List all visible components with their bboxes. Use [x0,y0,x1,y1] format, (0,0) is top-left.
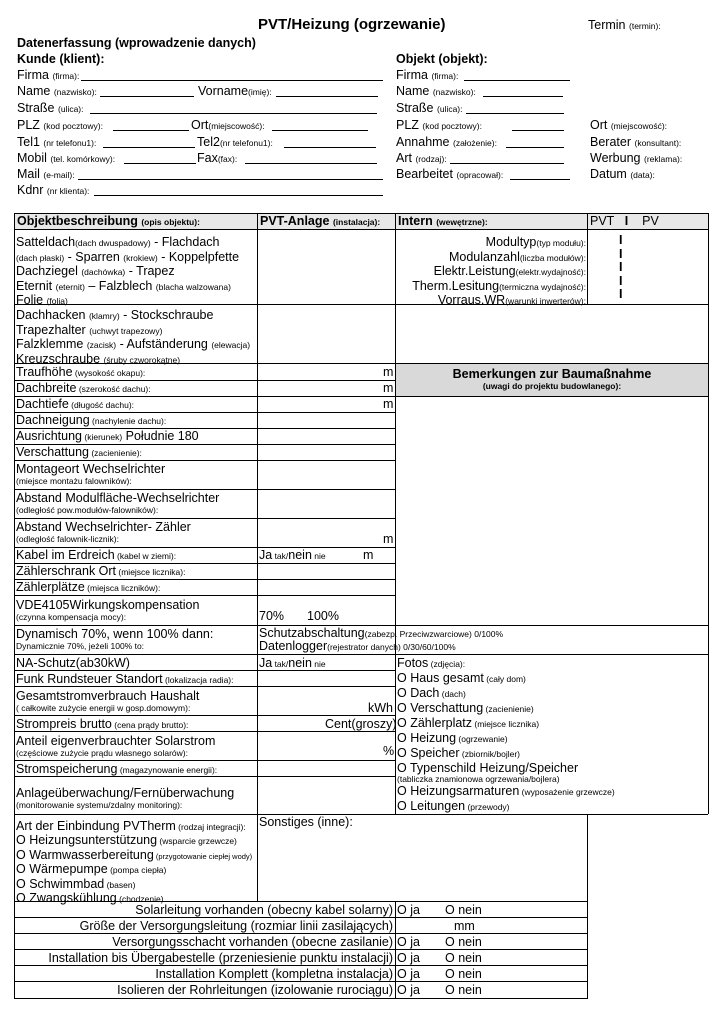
sonstiges-label: Sonstiges (inne): [259,815,353,829]
row-montageort-pl: (miejsce montażu falowników): [16,476,132,486]
kunde-tel2-field[interactable] [284,147,376,148]
unit-m: m [383,381,394,395]
intern-block: Modultyp(typ modułu): Modulanzahl(liczba modułów): Elektr.Leistung(elektr.wydajność): Therm.Lesitung(termiczna wydajność): Vorraus.WR(warunki inwerterów): [412,235,586,308]
bemerkungen-title: Bemerkungen zur Baumaßnahme [452,367,652,381]
row-zaehlerplaetze: Zählerplätze (miejsca liczników): [16,580,161,594]
foto-option[interactable]: O Dach (dach) [397,686,466,700]
row-anteil-pl: (częściowe zużycie prądu własnego solarów): [16,748,188,758]
bottom-row-label: Größe der Versorgungsleitung (rozmiar linii zasilających) [79,919,393,933]
na-ja-nein[interactable]: Ja tak/nein nie [259,656,326,670]
kunde-vorname-label: Vorname(imię): [198,84,272,98]
vde-100[interactable]: 100% [307,609,339,623]
kunde-kdnr-label: Kdnr (nr klienta): [17,183,90,197]
foto-option[interactable]: O Zählerplatz (miejsce licznika) [397,716,540,730]
kunde-firma-label: Firma (firma): [17,68,80,82]
bottom-row-label: Installation Komplett (kompletna instalacja) [155,967,393,981]
row-anlage: Anlageüberwachung/Fernüberwachung [16,786,235,800]
bemerkungen-subtitle: (uwagi do projektu budowlanego): [482,381,622,391]
objekt-bearbeitet-field[interactable] [510,179,570,180]
kunde-tel1-field[interactable] [103,147,195,148]
unit-pct: % [383,744,395,758]
objekt-bearbeitet-label: Bearbeitet (opracował): [396,167,504,181]
row-abstand2: Abstand Wechselrichter- Zähler [16,520,191,534]
option-ja[interactable]: O ja [397,967,420,981]
objekt-firma-field[interactable] [464,80,570,81]
kunde-tel1-label: Tel1 (nr telefonu1): [17,135,97,149]
row-vde: VDE4105Wirkungskompensation [16,598,200,612]
einbindung-block: Art der Einbindung PVTherm (rodzaj integracji): O Heizungsunterstützung (wsparcie grzewcze) O Warmwasserbereitung (przygotowanie ciepłej wody) O Wärmepumpe (pompa ciepła) O Schwimmbad (basen) O Zwangskühlung (chodzenie) [16,819,253,906]
row-verschattung: Verschattung (zacienienie): [16,445,142,459]
row-zaehlerschrank: Zählerschrank Ort (miejsce licznika): [16,564,186,578]
objekt-heading: Objekt (objekt): [396,52,488,66]
kunde-mobil-label: Mobil (tel. komórkowy): [17,151,116,165]
schutzabschaltung: Schutzabschaltung(zabezp. Przeciwzwarciowe) 0/100% [259,626,504,640]
objekt-name-field[interactable] [483,96,563,97]
col-pvt-header: PVT-Anlage (instalacja): [260,214,381,228]
row-funk: Funk Rundsteuer Standort (lokalizacja radia): [16,672,234,686]
row-kabel: Kabel im Erdreich (kabel w ziemi): [16,548,177,562]
row-strompreis: Strompreis brutto (cena prądy brutto): [16,717,189,731]
kunde-fax-field[interactable] [245,163,377,164]
vde-70[interactable]: 70% [259,609,285,623]
foto-option[interactable]: O Speicher (zbiornik/bojler) [397,746,520,760]
kunde-mobil-field[interactable] [124,163,196,164]
kunde-name-label: Name (nazwisko): [17,84,97,98]
kunde-plz-field[interactable] [113,130,189,131]
row-ausrichtung: Ausrichtung (kierunek) Południe 180 [16,429,199,443]
objekt-plz-label: PLZ (kod pocztowy): [396,118,482,132]
row-abstand2-pl: (odległość falownik-licznik): [16,534,119,544]
kunde-heading: Kunde (klient): [17,52,105,66]
roof-types: Satteldach(dach dwuspadowy) - Flachdach (dach płaski) - Sparren (krokiew) - Koppelpfette Dachziegel (dachówka) - Trapez Eternit (eternit) – Falzblech (blacha walzowana) Folie (folia) [16,235,240,308]
row-dynamisch-pl: Dynamicznie 70%, jeżeli 100% to: [16,641,145,651]
row-abstand1-pl: (odległość pow.modułów-falowników): [16,505,159,515]
option-nein[interactable]: O nein [445,983,482,997]
objekt-annahme-label: Annahme (założenie): [396,135,497,149]
row-anteil: Anteil eigenverbrauchter Solarstrom [16,734,216,748]
row-montageort: Montageort Wechselrichter [16,462,166,476]
einbindung-option[interactable]: O Schwimmbad (basen) [16,876,136,891]
kunde-ort-field[interactable] [272,130,368,131]
mounting-types: Dachhacken (klamry) - Stockschraube Trapezhalter (uchwyt trapezowy) Falzklemme (zacisk) - Aufständerung (elewacja) Kreuzschraube (śruby czworokątne) [16,308,251,366]
row-traufhoehe: Traufhöhe (wysokość okapu): [16,365,146,379]
option-ja[interactable]: O ja [397,935,420,949]
kunde-strasse-label: Straße (ulica): [17,101,84,115]
objekt-strasse-label: Straße (ulica): [396,101,463,115]
kabel-ja-nein[interactable]: Ja tak/nein nie [259,548,326,562]
objekt-berater-label: Berater (konsultant): [590,135,682,149]
kunde-mail-field[interactable] [78,179,383,180]
datenlogger: Datenlogger(rejestrator danych) 0/30/60/100% [259,639,456,653]
unit-m: m [383,532,394,546]
foto-option[interactable]: O Typenschild Heizung/Speicher [397,761,579,775]
row-dynamisch: Dynamisch 70%, wenn 100% dann: [16,627,214,641]
col-objekt-header: Objektbeschreibung (opis objektu): [17,214,200,228]
foto-option[interactable]: O Leitungen (przewody) [397,799,510,813]
option-ja[interactable]: O ja [397,903,420,917]
foto-option[interactable]: O Haus gesamt (cały dom) [397,671,526,685]
row-gesamt: Gesamtstromverbrauch Haushalt [16,689,200,703]
objekt-art-field[interactable] [450,163,564,164]
kunde-ort-label: Ort(miejscowość): [191,118,265,132]
einbindung-option[interactable]: O Heizungsunterstützung (wsparcie grzewcze) [16,833,237,848]
option-nein[interactable]: O nein [445,903,482,917]
kunde-firma-field[interactable] [81,80,383,81]
row-vde-pl: (czynna kompensacja mocy): [16,612,127,622]
kunde-vorname-field[interactable] [276,96,378,97]
foto-option[interactable]: O Heizung (ogrzewanie) [397,731,508,745]
kunde-fax-label: Fax(fax): [197,151,238,165]
kunde-tel2-label: Tel2(nr telefonu1): [197,135,273,149]
row-anlage-pl: (monitorowanie systemu/zdalny monitoring): [16,800,183,810]
objekt-ort-label: Ort (miejscowość): [590,118,668,132]
row-dachbreite: Dachbreite (szerokość dachu): [16,381,151,395]
option-nein[interactable]: O nein [445,967,482,981]
bottom-row-label: Solarleitung vorhanden (obecny kabel solarny) [135,903,393,917]
objekt-datum-label: Datum (data): [590,167,655,181]
col-pvt-pv-header: PVT I PV [590,214,659,228]
unit-m: m [363,548,374,562]
row-speicherung: Stromspeicherung (magazynowanie energii): [16,762,218,776]
unit-mm: mm [454,919,475,933]
objekt-name-label: Name (nazwisko): [396,84,476,98]
row-gesamt-pl: ( całkowite zużycie energii w gosp.domowym): [16,703,191,713]
row-dachneigung: Dachneigung (nachylenie dachu): [16,413,167,427]
einbindung-option[interactable]: O Zwangskühlung (chodzenie) [16,891,164,906]
unit-cent: Cent(groszy) [325,717,397,731]
termin-label: Termin (termin): [588,18,661,32]
foto-option[interactable]: O Verschattung (zacienienie) [397,701,534,715]
page-title: PVT/Heizung (ogrzewanie) [258,16,446,33]
objekt-werbung-label: Werbung (reklama): [590,151,683,165]
foto-option[interactable]: O Heizungsarmaturen (wyposażenie grzewcze) [397,784,615,798]
bottom-row-label: Versorgungsschacht vorhanden (obecne zasilanie) [112,935,393,949]
objekt-strasse-field[interactable] [466,113,564,114]
option-nein[interactable]: O nein [445,935,482,949]
col-intern-header: Intern (wewętrzne): [398,214,488,228]
section-title: Datenerfassung (wprowadzenie danych) [17,36,256,50]
option-ja[interactable]: O ja [397,983,420,997]
row-dachtiefe: Dachtiefe (długość dachu): [16,397,135,411]
unit-m: m [383,365,394,379]
row-na-schutz: NA-Schutz(ab30kW) [16,656,130,670]
kunde-plz-label: PLZ (kod pocztowy): [17,118,103,132]
bottom-row-label: Installation bis Übergabestelle (przeniesienie punktu instalacji) [48,951,393,965]
einbindung-option[interactable]: O Warmwasserbereitung (przygotowanie ciepłej wody) [16,847,253,862]
fotos-block: Fotos (zdjęcia): O Haus gesamt (cały dom) O Dach (dach) O Verschattung (zacienienie) O Zählerplatz (miejsce licznika) O Heizung (ogrzewanie) O Speicher (zbiornik/bojler) O Typenschild Heizung/Speicher (tabliczka znamionowa ogrzewania/bojlera) O Heizungsarmaturen (wyposażenie grzewcze) O Leitungen (przewody) [397,656,615,813]
unit-kwh: kWh [368,701,393,715]
objekt-firma-label: Firma (firma): [396,68,459,82]
einbindung-option[interactable]: O Wärmepumpe (pompa ciepła) [16,862,167,877]
kunde-mail-label: Mail (e-mail): [17,167,75,181]
unit-m: m [383,397,394,411]
kunde-name-field[interactable] [100,96,194,97]
option-ja[interactable]: O ja [397,951,420,965]
kunde-strasse-field[interactable] [90,113,377,114]
objekt-plz-field[interactable] [512,130,564,131]
objekt-art-label: Art (rodzaj): [396,151,447,165]
intern-marks: I I I I I [619,233,623,302]
kunde-kdnr-field[interactable] [94,195,383,196]
row-abstand1: Abstand Modulfläche-Wechselrichter [16,491,220,505]
option-nein[interactable]: O nein [445,951,482,965]
bottom-row-label: Isolieren der Rohrleitungen (izolowanie rurociągu) [117,983,393,997]
objekt-annahme-field[interactable] [506,147,564,148]
